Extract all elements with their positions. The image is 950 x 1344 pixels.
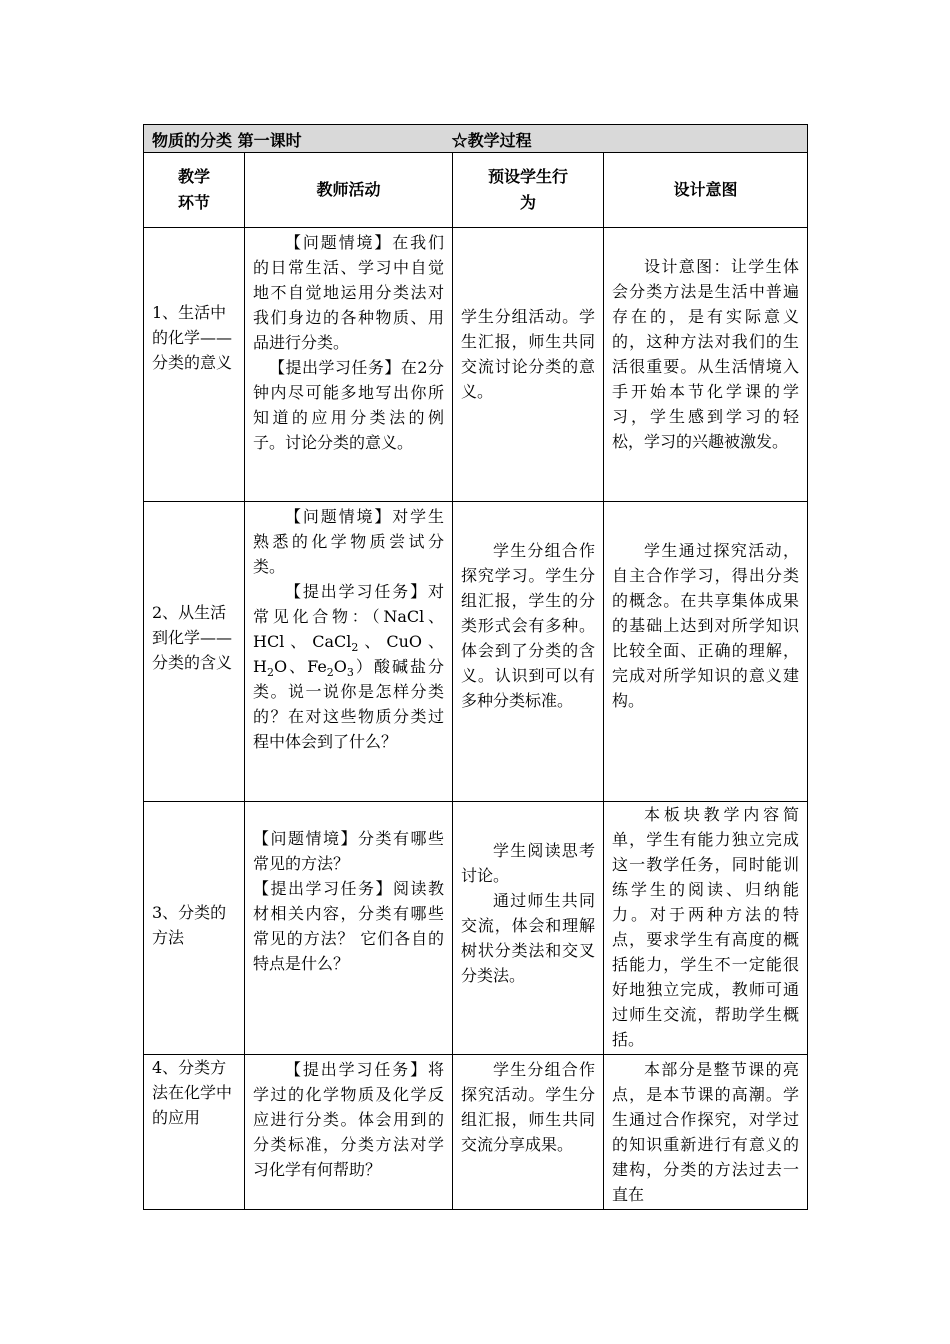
teacher-cell [245, 1055, 453, 1210]
header-stage-line2: 环节 [177, 193, 210, 212]
student-text: 学生分组合作探究活动。学生分组汇报，师生共同交流分享成果。 [461, 1060, 595, 1154]
student-text: 学生分组活动。学生汇报，师生共同交流讨论分类的意义。 [461, 307, 595, 401]
student-cell [453, 502, 604, 802]
student-cell [453, 1055, 604, 1210]
intent-text: 设计意图：让学生体会分类方法是生活中普遍存在的，是有实际意义的，这种方法对我们的生活很重要。从生活情境入手开始本节化学课的学习，学生感到学习的轻松，学习的兴趣被激发。 [612, 257, 800, 451]
intent-cell [604, 502, 808, 802]
header-stage-line1: 教学 [177, 167, 210, 186]
title-row [144, 125, 808, 153]
stage-cell [144, 1055, 245, 1210]
teacher-cell [245, 802, 453, 1055]
intent-cell [604, 228, 808, 502]
teacher-text: 【问题情境】对学生熟悉的化学物质尝试分类。 [253, 507, 444, 576]
teacher-text: 【提出学习任务】将学过的化学物质及化学反应进行分类。体会用到的分类标准，分类方法对学习化学有何帮助？ [253, 1060, 444, 1179]
table-title [144, 125, 808, 153]
student-cell [453, 228, 604, 502]
header-student-line2: 为 [519, 193, 536, 212]
teacher-text: 【提出学习任务】对常见化合物：（NaCl、HCl、CaCl$_2$、CuO、$H_2O$、$Fe_2O_3$）酸碱盐分类。说一说你是怎样分类的？在对这些物质分类过程中体会到了什么？ [253, 582, 444, 751]
section-title: ☆教学过程 [451, 131, 532, 150]
teacher-cell [245, 502, 453, 802]
intent-text: 本板块教学内容简单，学生有能力独立完成这一教学任务，同时能训练学生的阅读、归纳能力。对于两种方法的特点，要求学生有高度的概括能力，学生不一定能很好地独立完成，教师可通过师生交流，帮助学生概括。 [612, 805, 800, 1049]
stage-cell [144, 228, 245, 502]
header-intent: 设计意图 [604, 153, 808, 228]
stage-cell [144, 502, 245, 802]
header-teacher: 教师活动 [245, 153, 453, 228]
header-row [144, 153, 808, 228]
student-text: 通过师生共同交流，体会和理解树状分类法和交叉分类法。 [461, 891, 595, 985]
lesson-process-table [143, 124, 808, 1210]
stage-cell [144, 802, 245, 1055]
table-row [144, 228, 808, 502]
teacher-text: 【问题情境】分类有哪些常见的方法？ [253, 829, 444, 873]
header-stage [144, 153, 245, 228]
header-student [453, 153, 604, 228]
stage-text: 3、分类的方法 [152, 903, 227, 947]
lesson-title: 物质的分类 第一课时 [152, 131, 302, 150]
intent-cell [604, 1055, 808, 1210]
intent-text: 本部分是整节课的亮点，是本节课的高潮。学生通过合作探究，对学过的知识重新进行有意义的建构，分类的方法过去一直在 [612, 1060, 800, 1204]
student-cell [453, 802, 604, 1055]
header-student-line1: 预设学生行 [487, 167, 568, 186]
student-text: 学生阅读思考讨论。 [461, 841, 595, 885]
teacher-text: 【提出学习任务】阅读教材相关内容，分类有哪些常见的方法？ 它们各自的特点是什么？ [253, 879, 444, 973]
intent-cell [604, 802, 808, 1055]
stage-text: 4、分类方法在化学中的应用 [152, 1058, 233, 1127]
teacher-text: 【提出学习任务】在2分钟内尽可能多地写出你所知道的应用分类法的例子。讨论分类的意义。 [253, 358, 444, 452]
intent-text: 学生通过探究活动，自主合作学习，得出分类的概念。在共享集体成果的基础上达到对所学知识比较全面、正确的理解，完成对所学知识的意义建构。 [612, 541, 800, 710]
stage-text: 2、从生活到化学——分类的含义 [152, 603, 233, 672]
student-text: 学生分组合作探究学习。学生分组汇报，学生的分类形式会有多种。体会到了分类的含义。认识到可以有多种分类标准。 [461, 541, 595, 710]
table-row [144, 502, 808, 802]
table-row [144, 802, 808, 1055]
teacher-text: 【问题情境】在我们的日常生活、学习中自觉地不自觉地运用分类法对我们身边的各种物质、用品进行分类。 [253, 233, 444, 352]
table-row [144, 1055, 808, 1210]
stage-text: 1、生活中的化学——分类的意义 [152, 303, 233, 372]
teacher-cell [245, 228, 453, 502]
